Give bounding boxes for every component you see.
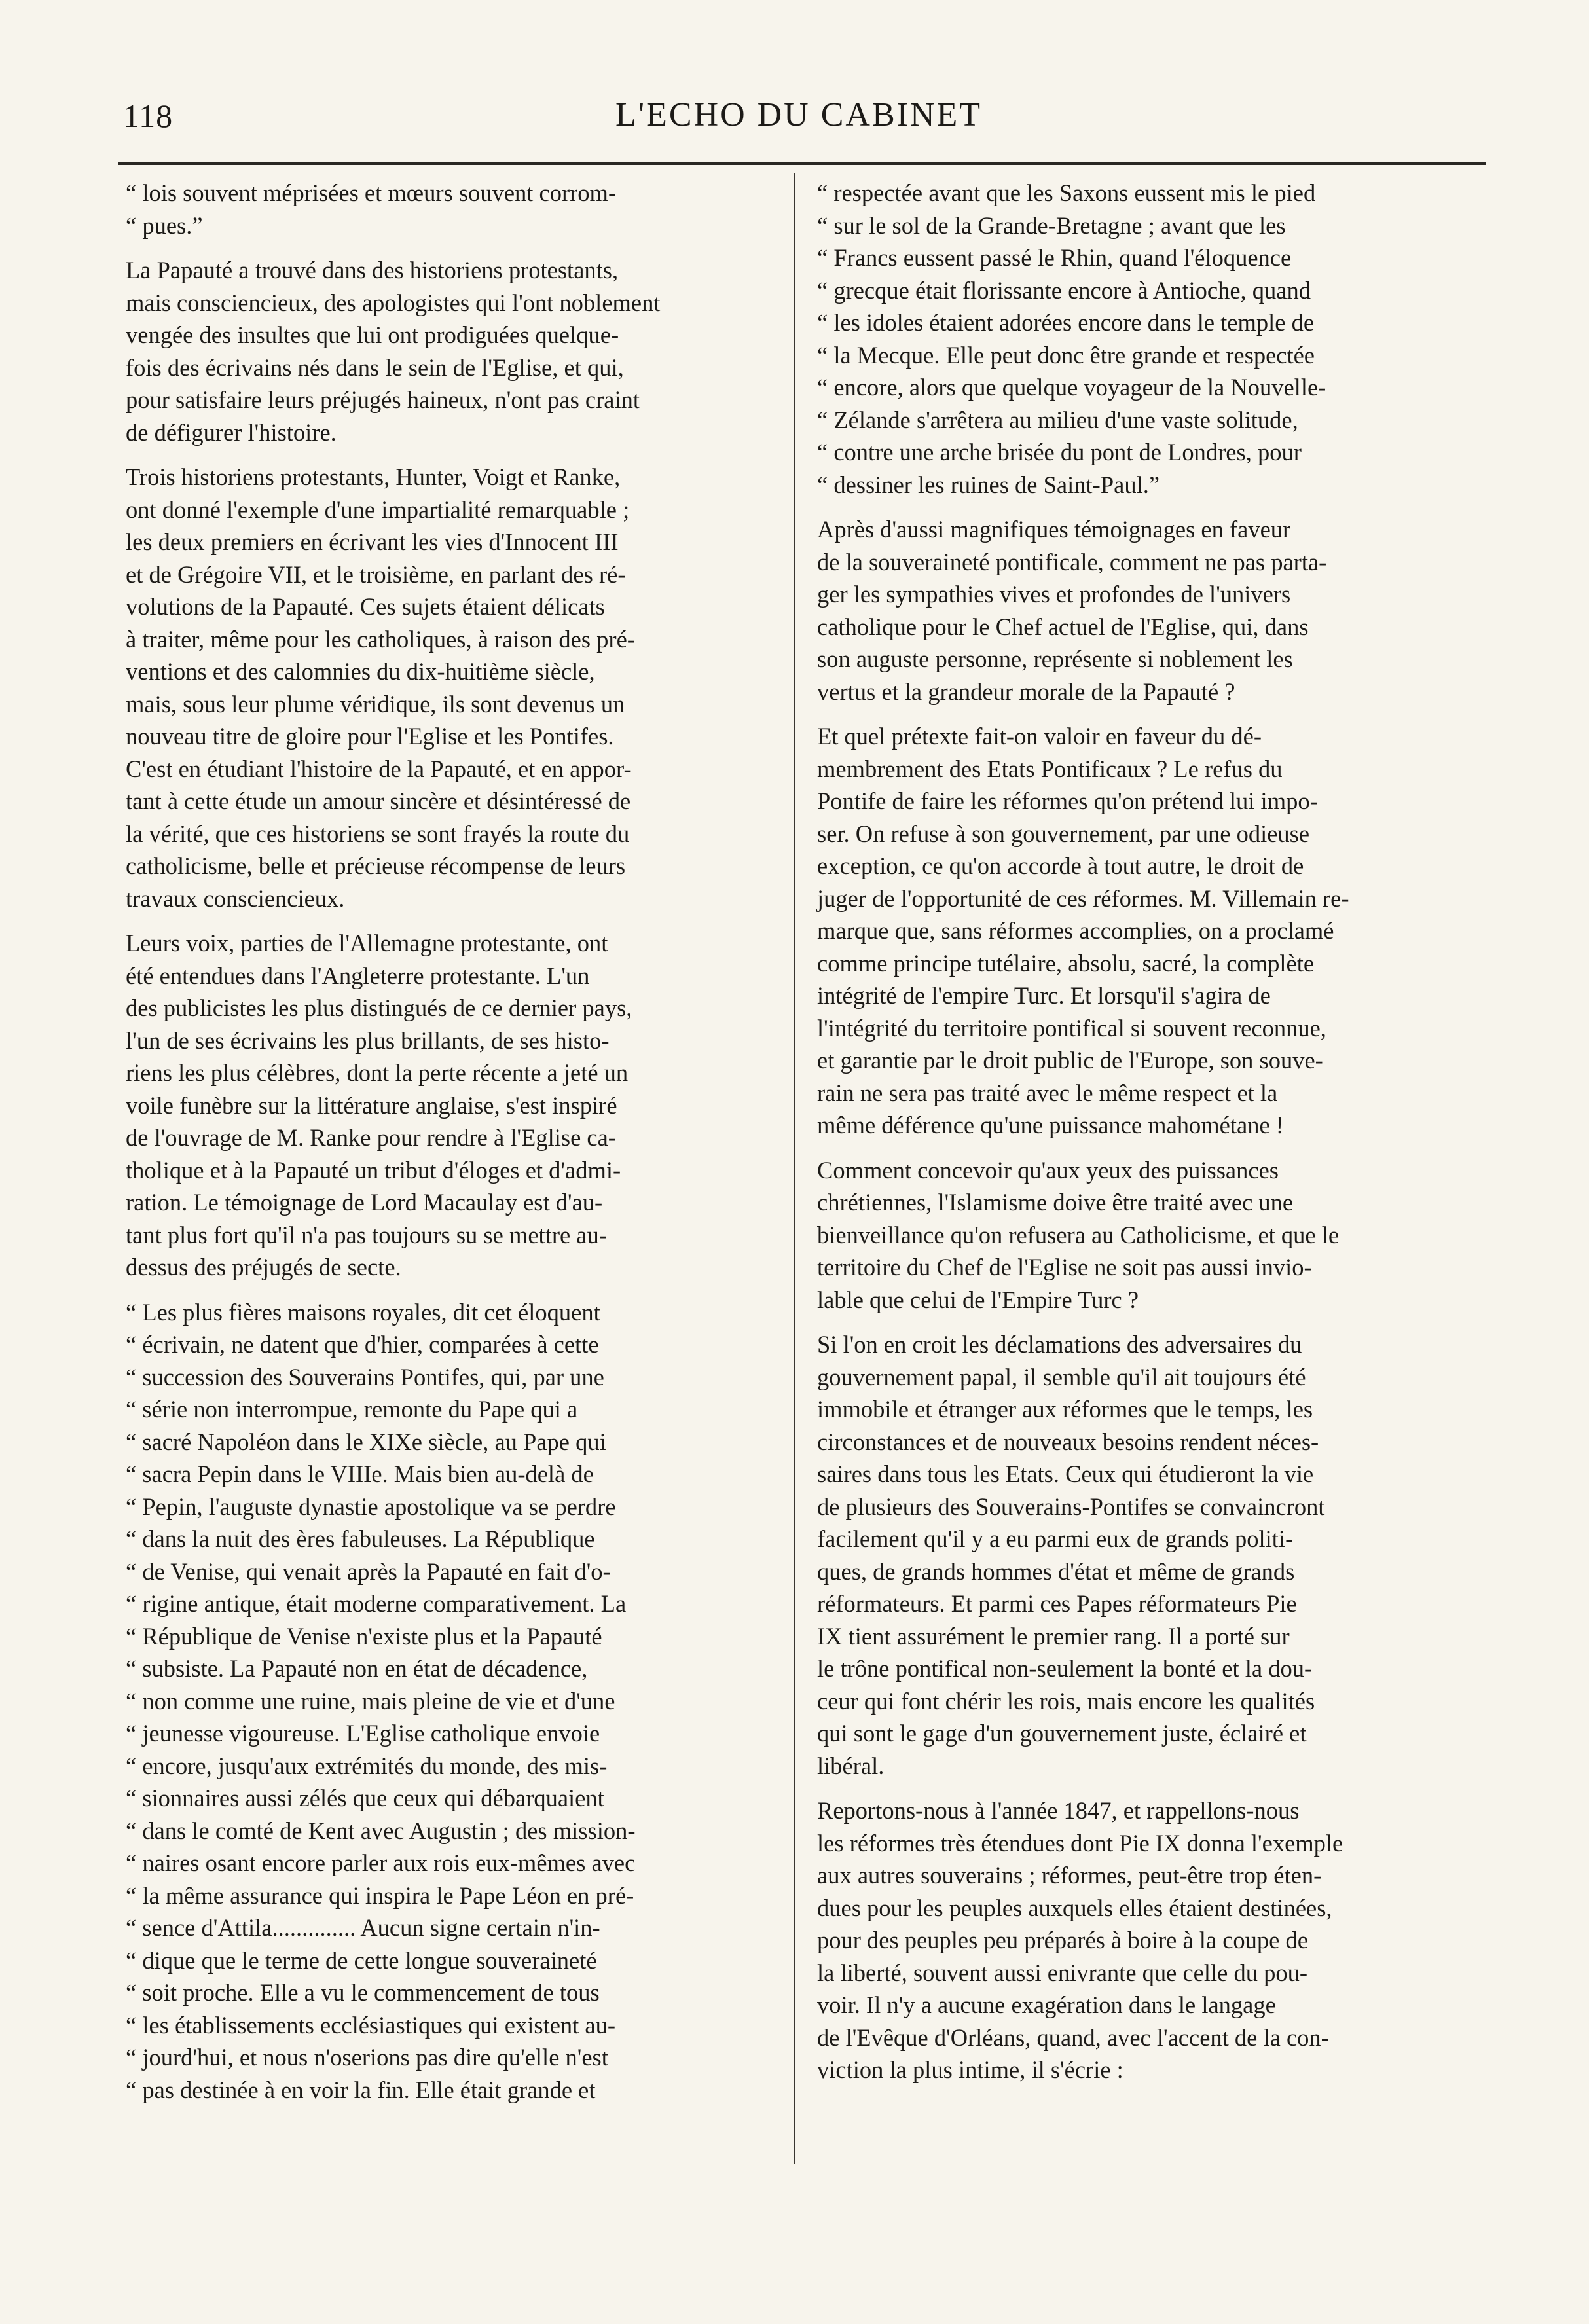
left-column	[126, 177, 780, 2106]
paragraph: Si l'on en croit les déclamations des adversaires du gouvernement papal, il semble qu'il ait toujours été immobile et étranger aux réformes que le temps, les circonstances et de nouveaux besoins rendent néces- saires dans tous les Etats. Ceux qui étudieront la vie de plusieurs des Souverains-Pontifes se convaincront facilement qu'il y a eu parmi eux de grands politi- ques, de grands hommes d'état et même de grands réformateurs. Et parmi ces Papes réformateurs Pie IX tient assurément le premier rang. Il a porté sur le trône pontifical non-seulement la bonté et la dou- ceur qui font chérir les rois, mais encore les qualités qui sont le gage d'un gouvernement juste, éclairé et libéral.	[817, 1331, 1325, 1779]
paragraph: “ Les plus fières maisons royales, dit cet éloquent “ écrivain, ne datent que d'hier, comparées à cette “ succession des Souverains Pontifes, qui, par une “ série non interrompue, remonte du Pape qui a “ sacré Napoléon dans le XIXe siècle, au Pape qui “ sacra Pepin dans le VIIIe. Mais bien au-delà de “ Pepin, l'auguste dynastie apostolique va se perdre “ dans la nuit des ères fabuleuses. La République “ de Venise, qui venait après la Papauté en fait d'o- “ rigine antique, était moderne comparativement. La “ République de Venise n'existe plus et la Papauté “ subsiste. La Papauté non en état de décadence, “ non comme une ruine, mais pleine de vie et d'une “ jeunesse vigoureuse. L'Eglise catholique envoie “ encore, jusqu'aux extrémités du monde, des mis- “ sionnaires aussi zélés que ceux qui débarquaient “ dans le comté de Kent avec Augustin ; des mission- “ naires osant encore parler aux rois eux-mêmes avec “ la même assurance qui inspira le Pape Léon en pré- “ sence d'Attila.............. Aucun signe certain n'in- “ dique que le terme de cette longue souveraineté “ soit proche. Elle a vu le commencement de tous “ les établissements ecclésiastiques qui existent au- “ jourd'hui, et nous n'oserions pas dire qu'elle n'est “ pas destinée à en voir la fin. Elle était grande et	[126, 1298, 636, 2103]
paragraph: Reportons-nous à l'année 1847, et rappellons-nous les réformes très étendues dont Pie IX donna l'exemple aux autres souverains ; réformes, peut-être trop éten- dues pour les peuples auxquels elles étaient destinées, pour des peuples peu préparés à boire à la coupe de la liberté, souvent aussi enivrante que celle du pou- voir. Il n'y a aucune exagération dans le langage de l'Evêque d'Orléans, quand, avec l'accent de la con- viction la plus intime, il s'écrie :	[817, 1797, 1343, 2083]
paragraph: Et quel prétexte fait-on valoir en faveur du dé- membrement des Etats Pontificaux ? Le refus du Pontife de faire les réformes qu'on prétend lui impo- ser. On refuse à son gouvernement, par une odieuse exception, ce qu'on accorde à tout autre, le droit de juger de l'opportunité de ces réformes. M. Villemain re- marque que, sans réformes accomplies, on a proclamé comme principe tutélaire, absolu, sacré, la complète intégrité de l'empire Turc. Et lorsqu'il s'agira de l'intégrité du territoire pontifical si souvent reconnue, et garantie par le droit public de l'Europe, son souve- rain ne sera pas traité avec le même respect et la même déférence qu'une puissance mahométane !	[817, 723, 1349, 1138]
column-divider	[794, 173, 795, 2164]
page-header	[111, 92, 1486, 144]
paragraph: Comment concevoir qu'aux yeux des puissances chrétiennes, l'Islamisme doive être traité avec une bienveillance qu'on refusera au Catholicisme, et que le territoire du Chef de l'Eglise ne soit pas aussi invio- lable que celui de l'Empire Turc ?	[817, 1156, 1340, 1313]
page-number: 118	[123, 98, 174, 134]
running-title: L'ECHO DU CABINET	[615, 96, 983, 134]
paragraph: Trois historiens protestants, Hunter, Voigt et Ranke, ont donné l'exemple d'une impartialité remarquable ; les deux premiers en écrivant les vies d'Innocent III et de Grégoire VII, et le troisième, en parlant des ré- volutions de la Papauté. Ces sujets étaient délicats à traiter, même pour les catholiques, à raison des pré- ventions et des calomnies du dix-huitième siècle, mais, sous leur plume véridique, ils sont devenus un nouveau titre de gloire pour l'Eglise et les Pontifes. C'est en étudiant l'histoire de la Papauté, et en appor- tant à cette étude un amour sincère et désintéressé de la vérité, que ces historiens se sont frayés la route du catholicisme, belle et précieuse récompense de leurs travaux consciencieux.	[126, 463, 635, 912]
paragraph: Leurs voix, parties de l'Allemagne protestante, ont été entendues dans l'Angleterre protestante. L'un des publicistes les plus distingués de ce dernier pays, l'un de ses écrivains les plus brillants, de ses histo- riens les plus célèbres, dont la perte récente a jeté un voile funèbre sur la littérature anglaise, s'est inspiré de l'ouvrage de M. Ranke pour rendre à l'Eglise ca- tholique et à la Papauté un tribut d'éloges et d'admi- ration. Le témoignage de Lord Macaulay est d'au- tant plus fort qu'il n'a pas toujours su se mettre au- dessus des préjugés de secte.	[126, 930, 632, 1280]
header-rule	[118, 162, 1486, 165]
paragraph: Après d'aussi magnifiques témoignages en faveur de la souveraineté pontificale, comment ne pas parta- ger les sympathies vives et profondes de l'univers catholique pour le Chef actuel de l'Eglise, qui, dans son auguste personne, représente si noblement les vertus et la grandeur morale de la Papauté ?	[817, 516, 1327, 705]
paragraph: La Papauté a trouvé dans des historiens protestants, mais consciencieux, des apologistes qui l'ont noblement vengée des insultes que lui ont prodiguées quelque- fois des écrivains nés dans le sein de l'Eglise, et qui, pour satisfaire leurs préjugés haineux, n'ont pas craint de défigurer l'histoire.	[126, 257, 661, 446]
right-column	[817, 177, 1472, 2086]
paragraph: “ lois souvent méprisées et mœurs souvent corrom- “ pues.”	[126, 179, 617, 239]
paragraph: “ respectée avant que les Saxons eussent mis le pied “ sur le sol de la Grande-Bretagne ; avant que les “ Francs eussent passé le Rhin, quand l'éloquence “ grecque était florissante encore à Antioche, quand “ les idoles étaient adorées encore dans le temple de “ la Mecque. Elle peut donc être grande et respectée “ encore, alors que quelque voyageur de la Nouvelle- “ Zélande s'arrêtera au milieu d'une vaste solitude, “ contre une arche brisée du pont de Londres, pour “ dessiner les ruines de Saint-Paul.”	[817, 179, 1326, 498]
